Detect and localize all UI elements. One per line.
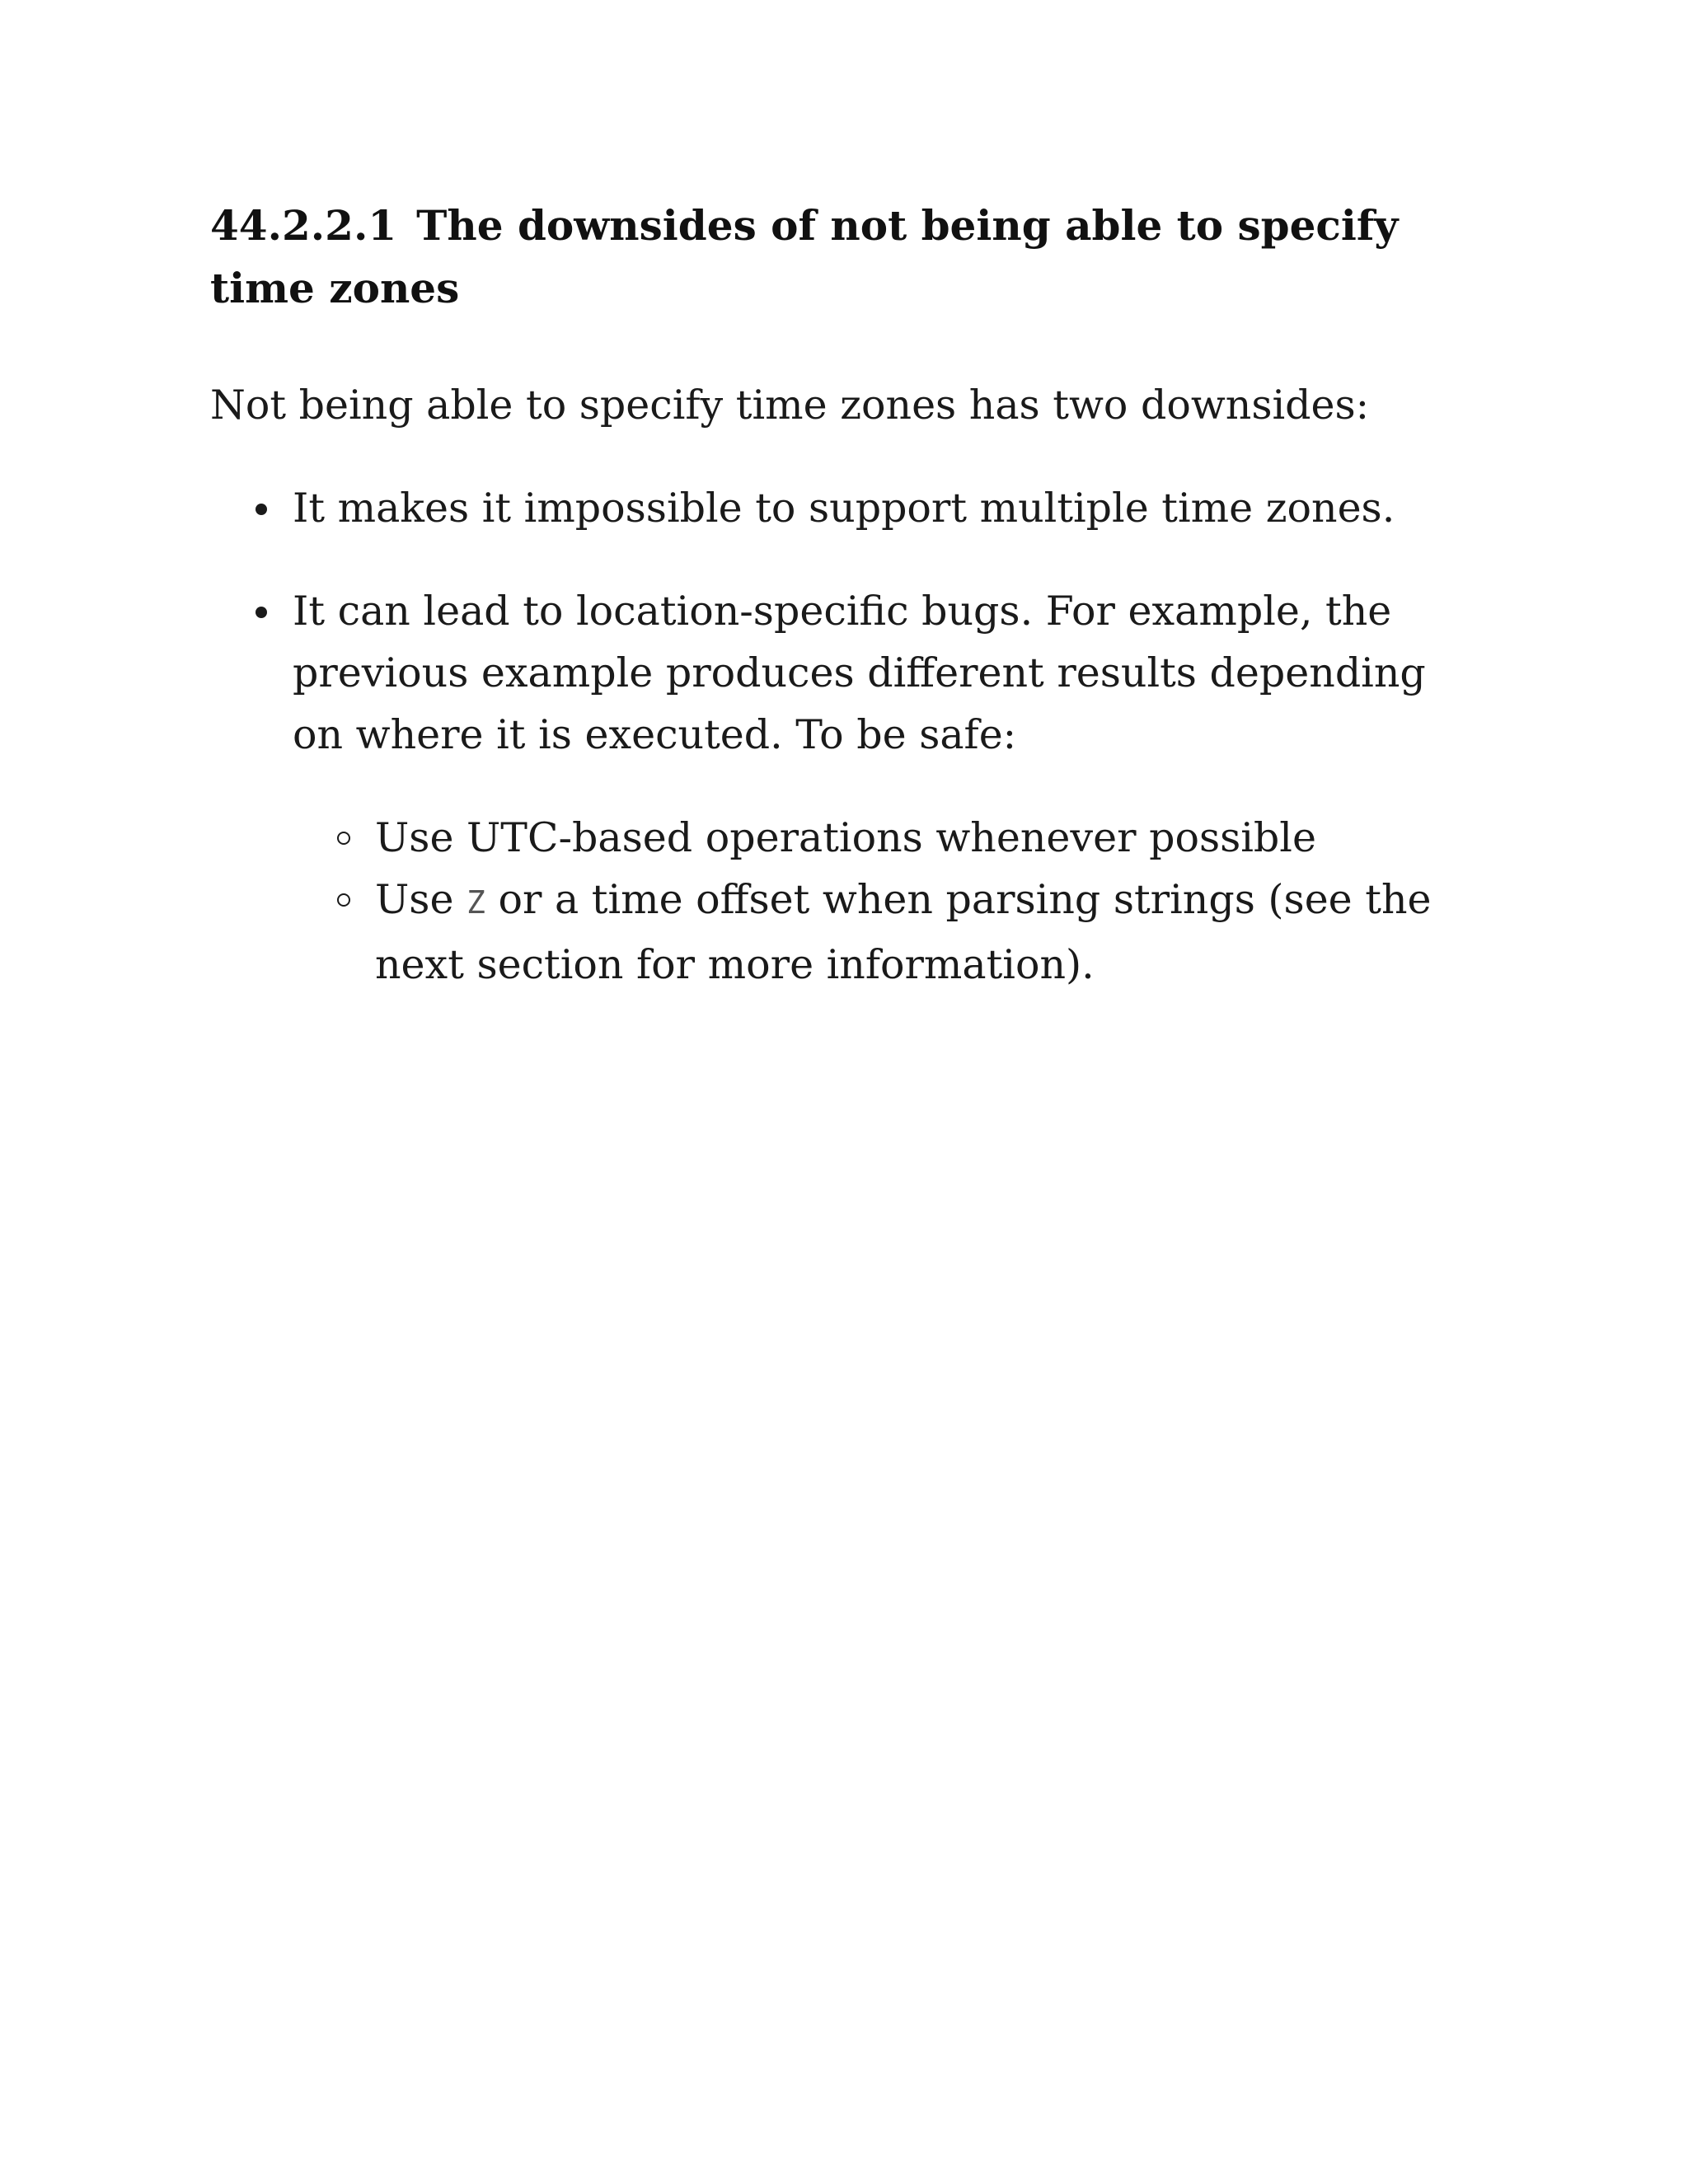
nested-list-item — [293, 869, 1479, 996]
document-page — [210, 194, 1479, 1037]
nested-list-item-text: Use UTC-based operations whenever possible — [375, 814, 1316, 861]
bullet-disc-icon — [256, 607, 267, 618]
list-item-text: It can lead to location-specific bugs. For example, the previous example produces different results depending on where it is executed. To be safe: — [293, 588, 1426, 758]
bullet-circle-icon — [337, 832, 350, 845]
bullet-circle-icon — [337, 893, 350, 907]
intro-paragraph: Not being able to specify time zones has two downsides: — [210, 382, 1370, 429]
list-item — [210, 477, 1479, 539]
nested-list-item — [293, 807, 1479, 869]
section-number: 44.2.2.1 — [210, 201, 397, 250]
section-title: The downsides of not being able to specify time zones — [210, 201, 1399, 312]
inline-code: Z — [467, 884, 485, 921]
nested-list-item-text-after: or a time offset when parsing strings (see the next section for more information). — [375, 876, 1432, 988]
nested-list-item-text-before: Use — [375, 876, 467, 923]
section-heading — [210, 194, 1479, 320]
safe-tips-list — [293, 807, 1479, 996]
list-item — [210, 580, 1479, 996]
list-item-text: It makes it impossible to support multiple time zones. — [293, 485, 1395, 532]
bullet-disc-icon — [256, 504, 267, 515]
downsides-list — [210, 477, 1479, 996]
